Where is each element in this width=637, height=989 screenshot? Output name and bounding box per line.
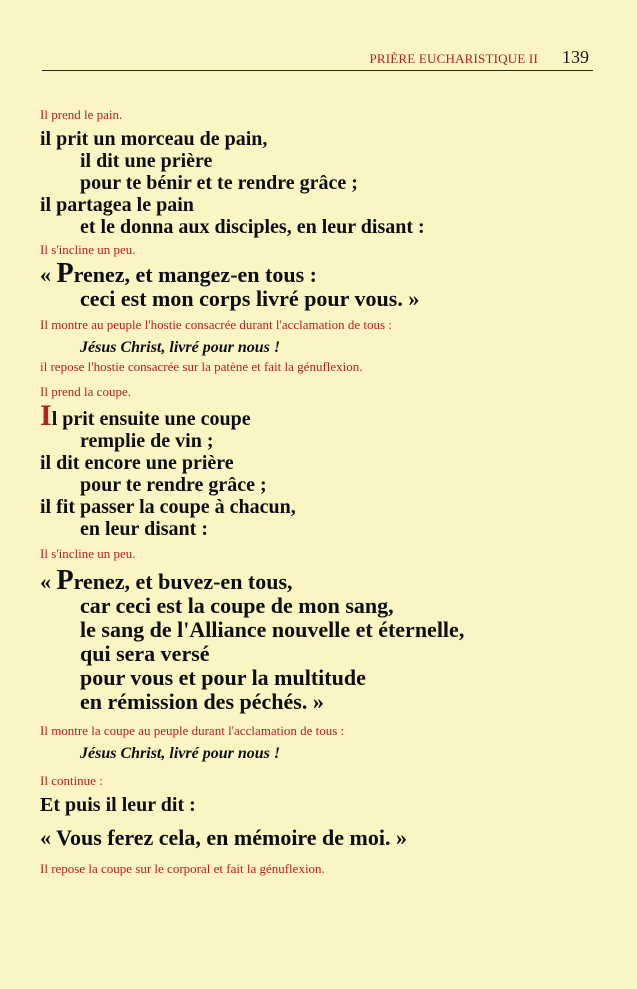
consecration-line: ceci est mon corps livré pour vous. » (80, 286, 420, 311)
prayer-line: il prit un morceau de pain, (40, 128, 268, 150)
red-initial-capital: I (40, 399, 52, 432)
consecration-line: pour vous et pour la multitude (80, 665, 366, 690)
running-title: PRIÈRE EUCHARISTIQUE II (369, 51, 538, 66)
rubric: Il montre au peuple l'hostie consacrée durant l'acclamation de tous : (40, 317, 392, 332)
prayer-line: il fit passer la coupe à chacun, (40, 496, 296, 518)
consecration-line: le sang de l'Alliance nouvelle et éternelle, (80, 617, 465, 642)
prayer-line: il partagea le pain (40, 194, 194, 216)
prayer-line: pour te rendre grâce ; (80, 474, 267, 496)
rubric: Il prend le pain. (40, 107, 123, 122)
rubric: Il prend la coupe. (40, 384, 131, 399)
prayer-line: il dit encore une prière (40, 452, 234, 474)
prayer-line: remplie de vin ; (80, 430, 214, 452)
large-capital: P (56, 258, 74, 289)
page-header (42, 46, 593, 71)
consecration-line (40, 258, 600, 289)
consecration-line: en rémission des péchés. » (80, 689, 324, 714)
prayer-text-span: l prit ensuite une coupe (51, 408, 251, 430)
prayer-line: et le donna aux disciples, en leur disant : (80, 216, 425, 238)
rubric: il repose l'hostie consacrée sur la patène et fait la génuflexion. (40, 359, 363, 374)
consecration-line: car ceci est la coupe de mon sang, (80, 593, 394, 618)
rubric: Il continue : (40, 773, 103, 788)
rubric: Il repose la coupe sur le corporal et fait la génuflexion. (40, 861, 325, 876)
acclamation: Jésus Christ, livré pour nous ! (80, 745, 281, 762)
opening-quote: « (40, 569, 57, 594)
prayer-line: il dit une prière (80, 150, 213, 172)
opening-quote: « (40, 262, 57, 287)
consecration-line: qui sera versé (80, 641, 210, 666)
consecration-text: renez, et mangez-en tous : (73, 262, 317, 287)
prayer-line: Et puis il leur dit : (40, 794, 196, 816)
acclamation: Jésus Christ, livré pour nous ! (80, 339, 281, 356)
large-capital: P (56, 565, 74, 596)
rubric: Il s'incline un peu. (40, 242, 136, 257)
rubric: Il montre la coupe au peuple durant l'acclamation de tous : (40, 723, 345, 738)
rubric: Il s'incline un peu. (40, 546, 136, 561)
consecration-line (40, 565, 600, 596)
prayer-text (40, 106, 600, 877)
consecration-line: « Vous ferez cela, en mémoire de moi. » (40, 825, 407, 850)
consecration-text: renez, et buvez-en tous, (73, 569, 293, 594)
page-number: 139 (562, 47, 589, 67)
prayer-line: en leur disant : (80, 518, 208, 540)
prayer-line (40, 399, 600, 432)
prayer-line: pour te bénir et te rendre grâce ; (80, 172, 358, 194)
